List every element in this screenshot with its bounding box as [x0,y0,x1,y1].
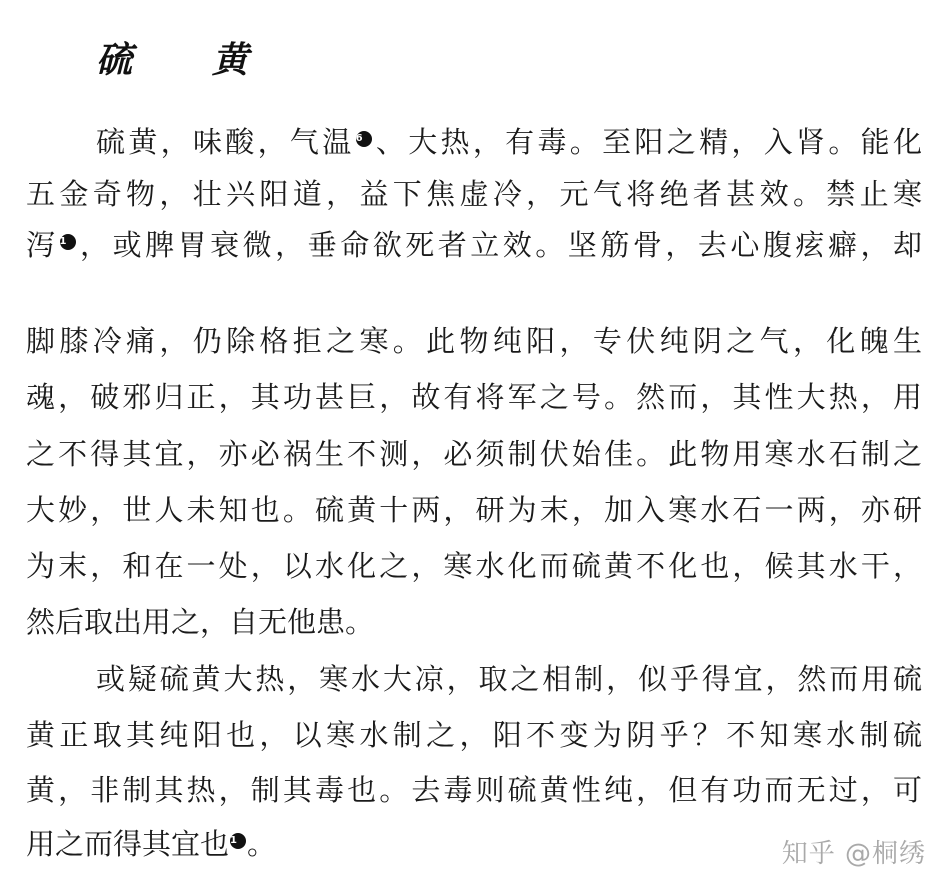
paragraph-1-line-5: 魂，破邪归正，其功甚巨，故有将军之号。然而，其性大热，用 [26,380,922,414]
paragraph-1-line-9: 然后取出用之，自无他患。 [26,605,375,639]
watermark: 知乎 @桐绣 [781,839,926,869]
footnote-marker: 6 [356,131,372,147]
text-segment: 硫黄，味酸，气温 [96,125,355,159]
paragraph-1-line-3 [26,227,922,263]
paragraph-2-line-3: 黄，非制其热，制其毒也。去毒则硫黄性纯，但有功而无过，可 [26,773,922,807]
paragraph-1-line-6: 之不得其宜，亦必祸生不测，必须制伏始佳。此物用寒水石制之 [26,437,922,471]
text-segment: 。 [247,827,277,861]
paragraph-1-line-4: 脚膝冷痛，仍除格拒之寒。此物纯阳，专伏纯阴之气，化魄生 [26,324,922,358]
page-title: 硫 黄 [96,40,271,81]
text-segment: 用之而得其宜也 [26,827,230,861]
paragraph-1-line-2: 五金奇物，壮兴阳道，益下焦虚冷，元气将绝者甚效。禁止寒 [26,177,922,211]
text-segment: ，或脾胃衰微，垂命欲死者立效。坚筋骨，去心腹痃癖，却 [76,228,922,262]
paragraph-1-line-7: 大妙，世人未知也。硫黄十两，研为末，加入寒水石一两，亦研 [26,493,922,527]
text-segment: 、大热，有毒。至阳之精，入肾。能化 [372,125,922,159]
footnote-marker: 1 [230,833,246,849]
footnote-marker: 1 [60,234,76,250]
paragraph-2-line-1: 或疑硫黄大热，寒水大凉，取之相制，似乎得宜，然而用硫 [96,662,922,696]
paragraph-1-line-8: 为末，和在一处，以水化之，寒水化而硫黄不化也，候其水干， [26,549,922,583]
paragraph-1-line-1 [96,124,922,160]
paragraph-2-line-2: 黄正取其纯阳也，以寒水制之，阳不变为阴乎？不知寒水制硫 [26,718,922,752]
text-segment: 泻 [26,228,59,262]
